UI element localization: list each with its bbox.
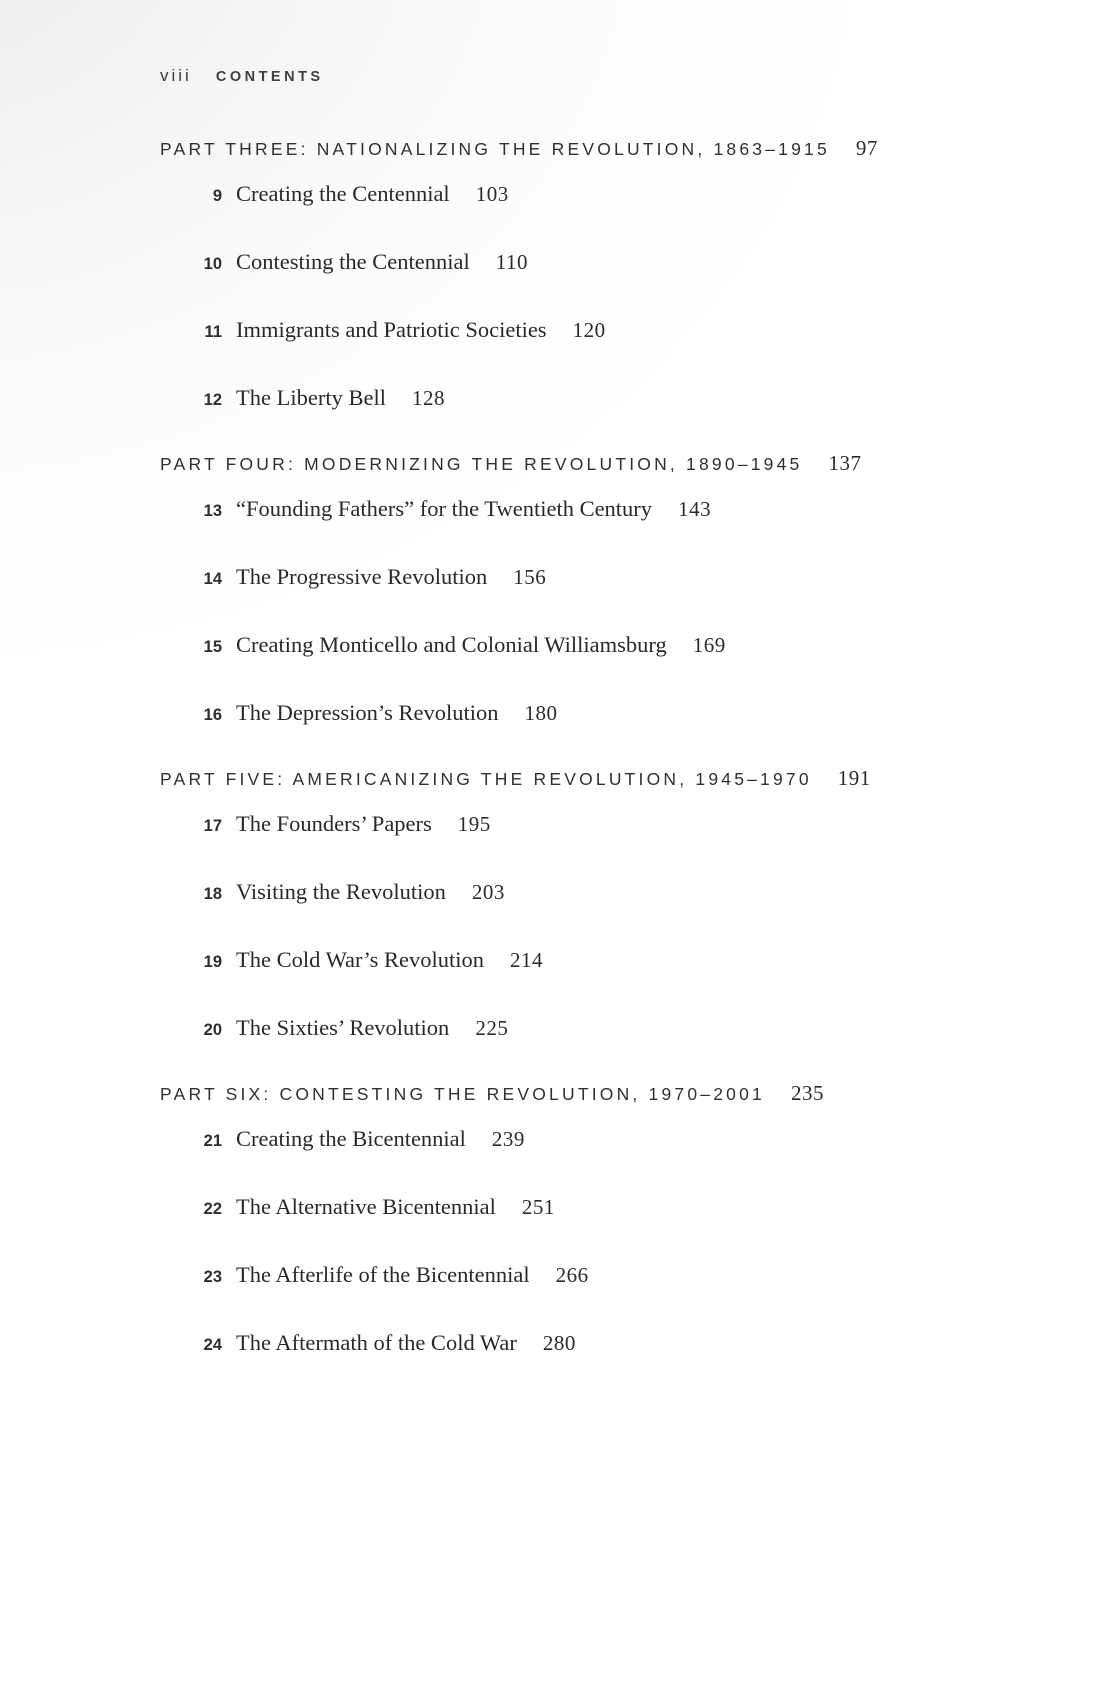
chapter-list <box>160 494 1004 730</box>
chapter-list <box>160 809 1004 1045</box>
chapter-title: Immigrants and Patriotic Societies <box>236 317 547 342</box>
chapter-title: “Founding Fathers” for the Twentieth Century <box>236 496 653 521</box>
part-block <box>160 766 1004 1045</box>
part-heading: PART THREE: NATIONALIZING THE REVOLUTION, 1863–1915 <box>160 139 830 159</box>
part-page-number: 97 <box>855 136 878 160</box>
part-block <box>160 451 1004 730</box>
chapter-number: 23 <box>203 1268 222 1286</box>
part-heading-row <box>160 136 1004 161</box>
chapter-title: The Alternative Bicentennial <box>236 1194 496 1219</box>
chapter-page-number: 143 <box>678 497 712 521</box>
part-page-number: 137 <box>828 451 862 475</box>
part-heading: PART SIX: CONTESTING THE REVOLUTION, 1970–2001 <box>160 1084 765 1104</box>
chapter-page-number: 195 <box>457 812 491 836</box>
chapter-number: 14 <box>203 570 222 588</box>
chapter-page-number: 225 <box>475 1016 509 1040</box>
part-heading: PART FOUR: MODERNIZING THE REVOLUTION, 1890–1945 <box>160 454 803 474</box>
part-heading-row <box>160 1081 1004 1106</box>
part-block <box>160 136 1004 415</box>
running-head <box>160 66 1004 86</box>
chapter-title: Visiting the Revolution <box>236 879 446 904</box>
chapter-number: 11 <box>204 323 222 341</box>
chapter-row <box>160 945 1004 977</box>
chapter-number: 22 <box>203 1200 222 1218</box>
chapter-row <box>160 383 1004 415</box>
chapter-title: The Founders’ Papers <box>236 811 432 836</box>
chapter-page-number: 180 <box>524 701 558 725</box>
running-head-title: CONTENTS <box>215 69 324 85</box>
chapter-list <box>160 179 1004 415</box>
chapter-number: 19 <box>203 953 222 971</box>
chapter-row <box>160 1013 1004 1045</box>
chapter-page-number: 280 <box>542 1331 576 1355</box>
chapter-number: 13 <box>203 502 222 520</box>
chapter-row <box>160 1328 1004 1360</box>
chapter-row <box>160 1192 1004 1224</box>
chapter-number: 12 <box>203 391 222 409</box>
chapter-page-number: 251 <box>521 1195 555 1219</box>
chapter-number: 15 <box>203 638 222 656</box>
chapter-title: The Progressive Revolution <box>236 564 488 589</box>
chapter-page-number: 110 <box>495 250 528 274</box>
chapter-number: 9 <box>212 187 222 205</box>
chapter-number: 17 <box>203 817 222 835</box>
chapter-row <box>160 494 1004 526</box>
chapter-row <box>160 630 1004 662</box>
part-page-number: 191 <box>837 766 871 790</box>
chapter-page-number: 120 <box>572 318 606 342</box>
chapter-title: The Afterlife of the Bicentennial <box>236 1262 530 1287</box>
chapter-title: Creating the Bicentennial <box>236 1126 466 1151</box>
chapter-list <box>160 1124 1004 1360</box>
chapter-title: The Depression’s Revolution <box>236 700 499 725</box>
chapter-number: 18 <box>203 885 222 903</box>
chapter-page-number: 103 <box>475 182 509 206</box>
chapter-page-number: 214 <box>509 948 543 972</box>
chapter-number: 20 <box>203 1021 222 1039</box>
chapter-page-number: 266 <box>555 1263 589 1287</box>
chapter-page-number: 169 <box>692 633 726 657</box>
chapter-row <box>160 562 1004 594</box>
chapter-row <box>160 1124 1004 1156</box>
chapter-page-number: 203 <box>471 880 505 904</box>
chapter-title: The Cold War’s Revolution <box>236 947 484 972</box>
chapter-row <box>160 698 1004 730</box>
part-block <box>160 1081 1004 1360</box>
chapter-page-number: 239 <box>491 1127 525 1151</box>
chapter-number: 24 <box>203 1336 222 1354</box>
chapter-page-number: 156 <box>513 565 547 589</box>
chapter-title: The Aftermath of the Cold War <box>236 1330 517 1355</box>
page-folio: viii <box>160 66 192 85</box>
table-of-contents <box>160 136 1004 1360</box>
part-heading: PART FIVE: AMERICANIZING THE REVOLUTION, 1945–1970 <box>160 769 812 789</box>
chapter-row <box>160 179 1004 211</box>
chapter-number: 21 <box>203 1132 222 1150</box>
chapter-page-number: 128 <box>411 386 445 410</box>
chapter-row <box>160 1260 1004 1292</box>
chapter-row <box>160 877 1004 909</box>
chapter-row <box>160 247 1004 279</box>
chapter-number: 10 <box>203 255 222 273</box>
chapter-row <box>160 315 1004 347</box>
chapter-title: Creating Monticello and Colonial Williamsburg <box>236 632 667 657</box>
chapter-title: The Sixties’ Revolution <box>236 1015 450 1040</box>
part-heading-row <box>160 766 1004 791</box>
part-page-number: 235 <box>790 1081 824 1105</box>
chapter-title: Creating the Centennial <box>236 181 450 206</box>
chapter-number: 16 <box>203 706 222 724</box>
chapter-title: The Liberty Bell <box>236 385 386 410</box>
chapter-row <box>160 809 1004 841</box>
chapter-title: Contesting the Centennial <box>236 249 470 274</box>
part-heading-row <box>160 451 1004 476</box>
